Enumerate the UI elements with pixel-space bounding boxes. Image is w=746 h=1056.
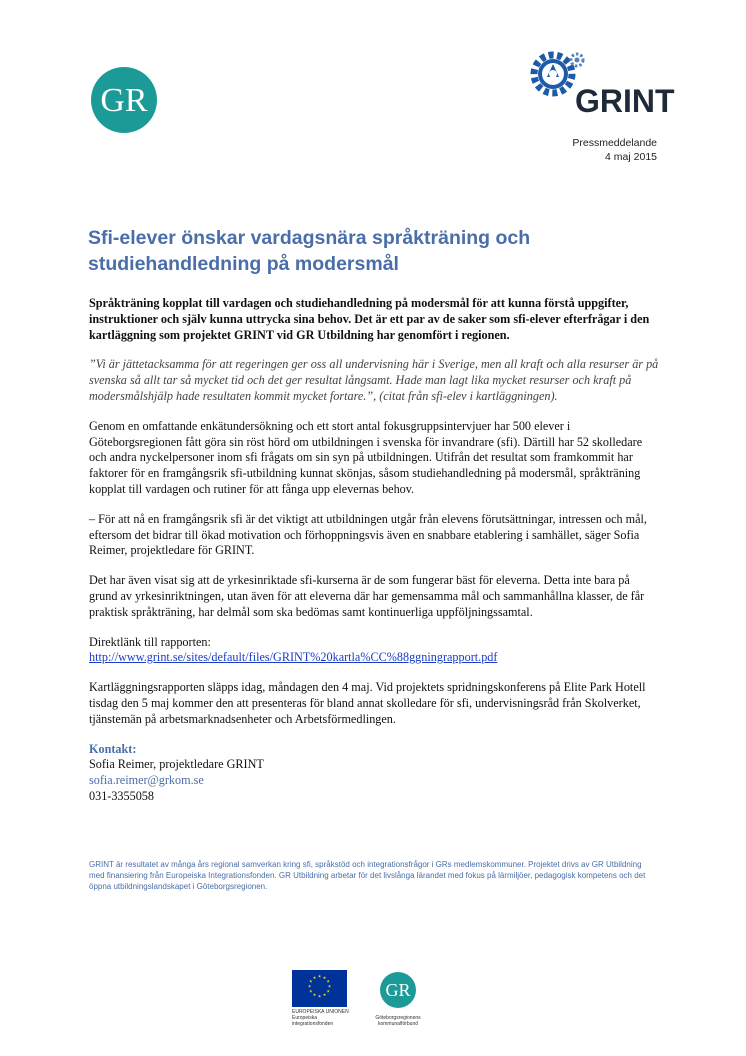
body-paragraph-4: Kartläggningsrapporten släpps idag, måndagen den 4 maj. Vid projektets spridningskonferens på Elite Park Hotell tisdag den 5 maj kommer den att presenteras för bland annat skolledare för sfi, undervisningsråd från Skolverket, tjänstemän på arbetsmarknadsenheter och Arbetsförmedlingen. [89, 680, 646, 726]
contact-name: Sofia Reimer, projektledare GRINT [89, 757, 264, 772]
gr-caption-line1: Göteborgsregionens [375, 1015, 421, 1021]
direct-link-block [89, 635, 661, 667]
svg-text:★: ★ [309, 988, 313, 994]
body-paragraph-1: Genom en omfattande enkätundersökning och ett stort antal fokusgruppsintervjuer har 500 elever i Göteborgsregionen fått göra sin röst hörd om utbildningen i svenska för invandrare (sfi). Därtill har 52 skolledare och andra nyckelpersoner inom sfi frågats om sin syn på utbildningen. Utifrån det resultat som framkommit har faktorer för en framgångsrik sfi-utbildning kunnat skönjas, såsom studiehandledning på modersmål, språkträning kopplat till vardagen och rutiner för att fånga upp elevernas behov. [89, 418, 643, 496]
press-label: Pressmeddelande [572, 137, 657, 149]
body-paragraph-2: – För att nå en framgångsrik sfi är det viktigt att utbildningen utgår från elevens förutsättningar, intressen och mål, eftersom det bidrar till ökad motivation och förhoppningsvis även en snabbare etablering i samhället, säger Sofia Reimer, projektledare för GRINT. [89, 511, 647, 558]
press-meta [457, 136, 657, 164]
eu-caption-line2: Europeiska integrationsfonden [292, 1015, 334, 1027]
body-paragraph-3: Det har även visat sig att de yrkesinriktade sfi-kurserna är de som fungerar bäst för eleverna. Detta inte bara på grund av yrkesinriktningen, utan även för att eleverna där har gemensamma mål och sammanhållna klasser, de får praktisk språkträning, har delmål som ska bedömas samt kontinuerliga uppföljningssamtal. [89, 573, 645, 619]
svg-text:★: ★ [307, 983, 312, 989]
contact-heading: Kontakt: [89, 741, 137, 756]
lead-paragraph: Språkträning kopplat till vardagen och studiehandledning på modersmål för att kunna förstå uppgifter, instruktioner och själv kunna uttrycka sina behov. Det är ett par av de saker som sfi-elever efterfrågar i den kartläggning som projektet GRINT vid GR Utbildning har genomfört i regionen. [89, 296, 650, 342]
footer-text: GRINT är resultatet av många års regional samverkan kring sfi, språkstöd och integrationsfrågor i GRs medlemskommuner. Projektet drivs av GR Utbildning med finansiering från Europeiska Integrationsfonden. GR Utbildning arbetar för det livslånga lärandet med fokus på lärmiljöer, pedagogisk kompetens och det öppna utbildningslandskapet i Göteborgsregionen. [89, 860, 646, 891]
page-title: Sfi-elever önskar vardagsnära språkträning och studiehandledning på modersmål [88, 227, 531, 275]
svg-text:★: ★ [317, 993, 322, 999]
gr-logo-text: GR [100, 82, 148, 119]
gr-caption [368, 1015, 428, 1027]
contact-block [89, 742, 661, 805]
svg-text:★: ★ [326, 988, 330, 994]
grint-logo-text: GRINT [575, 83, 675, 119]
eu-flag-icon [292, 970, 347, 1007]
contact-phone: 031-3355058 [89, 788, 154, 803]
gr-kommunalforbund-logo [368, 970, 428, 1034]
svg-text:★: ★ [322, 992, 327, 998]
svg-text:★: ★ [327, 983, 332, 989]
direct-link-label: Direktlänk till rapporten: [89, 634, 211, 649]
gr-caption-line2: kommunalförbund [377, 1021, 419, 1027]
grint-logo [525, 50, 675, 120]
eu-logo [292, 970, 354, 1028]
report-link[interactable]: http://www.grint.se/sites/default/files/GRINT%20kartla%CC%88ggningrapport.pdf [89, 650, 498, 665]
article-body [89, 296, 661, 805]
eu-caption [292, 1009, 354, 1027]
svg-text:★: ★ [322, 974, 327, 980]
quote-paragraph: ”Vi är jättetacksamma för att regeringen ger oss all undervisning här i Sverige, men all kraft och alla resurser är på svenska så allt tar så mycket tid och det ger resultat långsamt. Hade man lagt lika mycket resurser och kraft på modersmålshjälp hade resultaten kommit mycket fortare.”, (citat från sfi-elev i kartläggningen). [89, 357, 659, 403]
gr-logo [88, 66, 160, 134]
svg-text:★: ★ [309, 978, 313, 984]
eu-caption-line1: EUROPEISKA UNIONEN [292, 1009, 349, 1015]
svg-text:★: ★ [312, 992, 317, 998]
svg-text:★: ★ [312, 974, 317, 980]
svg-text:★: ★ [317, 973, 322, 979]
svg-text:★: ★ [326, 978, 330, 984]
press-date: 4 maj 2015 [605, 151, 657, 163]
contact-email[interactable]: sofia.reimer@grkom.se [89, 773, 204, 788]
gr-small-logo-text: GR [385, 980, 411, 1000]
